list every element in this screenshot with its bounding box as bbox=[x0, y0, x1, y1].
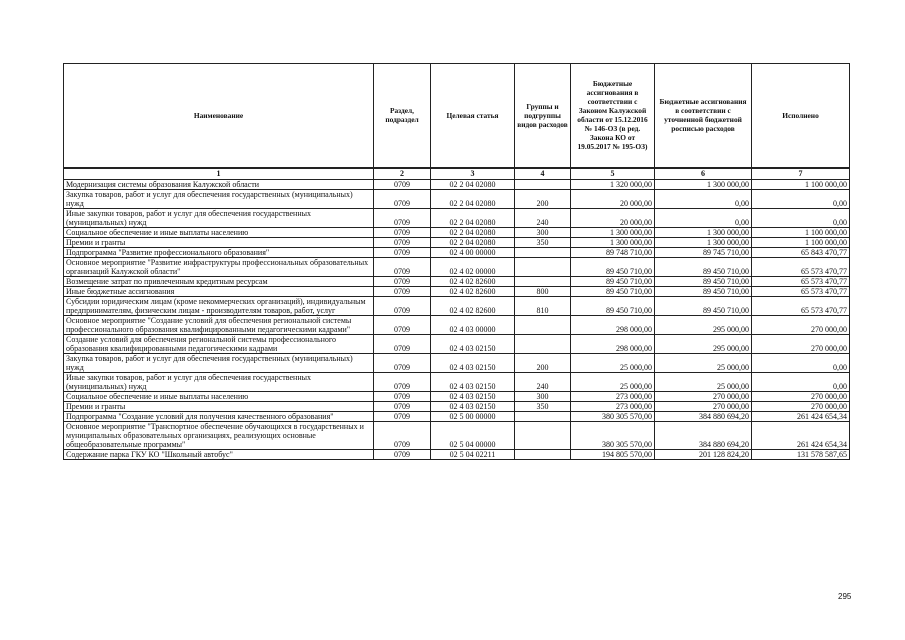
row-article: 02 2 04 02080 bbox=[431, 237, 515, 247]
row-article: 02 2 04 02080 bbox=[431, 208, 515, 227]
row-refined: 295 000,00 bbox=[655, 334, 752, 353]
row-budget: 20 000,00 bbox=[571, 208, 655, 227]
row-group: 350 bbox=[515, 401, 571, 411]
table-row bbox=[64, 179, 850, 189]
row-executed: 1 100 000,00 bbox=[752, 179, 850, 189]
column-number: 2 bbox=[374, 168, 431, 180]
row-group: 200 bbox=[515, 353, 571, 372]
row-section: 0709 bbox=[374, 421, 431, 449]
row-executed: 65 843 470,77 bbox=[752, 247, 850, 257]
row-article: 02 4 02 82600 bbox=[431, 286, 515, 296]
row-executed: 270 000,00 bbox=[752, 401, 850, 411]
row-budget: 89 450 710,00 bbox=[571, 286, 655, 296]
header-refined: Бюджетные ассигнования в соответствии с уточненной бюджетной росписью расходов bbox=[655, 64, 752, 168]
row-budget: 25 000,00 bbox=[571, 353, 655, 372]
row-group: 240 bbox=[515, 208, 571, 227]
budget-table bbox=[63, 63, 850, 460]
row-executed: 0,00 bbox=[752, 353, 850, 372]
row-group bbox=[515, 334, 571, 353]
row-refined: 25 000,00 bbox=[655, 372, 752, 391]
table-row bbox=[64, 353, 850, 372]
row-section: 0709 bbox=[374, 208, 431, 227]
table-row bbox=[64, 286, 850, 296]
row-section: 0709 bbox=[374, 179, 431, 189]
row-section: 0709 bbox=[374, 401, 431, 411]
column-number: 5 bbox=[571, 168, 655, 180]
row-group: 300 bbox=[515, 227, 571, 237]
row-article: 02 4 03 02150 bbox=[431, 334, 515, 353]
row-article: 02 2 04 02080 bbox=[431, 227, 515, 237]
row-section: 0709 bbox=[374, 257, 431, 276]
header-executed: Исполнено bbox=[752, 64, 850, 168]
row-refined: 270 000,00 bbox=[655, 401, 752, 411]
row-refined: 384 880 694,20 bbox=[655, 421, 752, 449]
row-name: Премии и гранты bbox=[64, 401, 374, 411]
row-executed: 261 424 654,34 bbox=[752, 421, 850, 449]
row-budget: 194 805 570,00 bbox=[571, 449, 655, 459]
header-name: Наименование bbox=[64, 64, 374, 168]
table-row bbox=[64, 334, 850, 353]
row-refined: 0,00 bbox=[655, 189, 752, 208]
header-group: Группы и подгруппы видов расходов bbox=[515, 64, 571, 168]
row-refined: 25 000,00 bbox=[655, 353, 752, 372]
row-section: 0709 bbox=[374, 227, 431, 237]
column-number: 7 bbox=[752, 168, 850, 180]
row-group bbox=[515, 421, 571, 449]
table-row bbox=[64, 391, 850, 401]
row-refined: 89 745 710,00 bbox=[655, 247, 752, 257]
column-number: 4 bbox=[515, 168, 571, 180]
header-row bbox=[64, 64, 850, 168]
row-refined: 89 450 710,00 bbox=[655, 276, 752, 286]
row-name: Иные закупки товаров, работ и услуг для обеспечения государственных (муниципальных) нужд bbox=[64, 372, 374, 391]
row-name: Социальное обеспечение и иные выплаты населению bbox=[64, 227, 374, 237]
row-section: 0709 bbox=[374, 189, 431, 208]
header-section: Раздел, подраздел bbox=[374, 64, 431, 168]
row-executed: 131 578 587,65 bbox=[752, 449, 850, 459]
row-name: Основное мероприятие "Развитие инфраструктуры профессиональных образовательных организаций Калужской области" bbox=[64, 257, 374, 276]
row-budget: 1 320 000,00 bbox=[571, 179, 655, 189]
table-row bbox=[64, 401, 850, 411]
table-row bbox=[64, 227, 850, 237]
row-section: 0709 bbox=[374, 315, 431, 334]
row-article: 02 4 03 00000 bbox=[431, 315, 515, 334]
row-group: 800 bbox=[515, 286, 571, 296]
row-name: Возмещение затрат по привлеченным кредитным ресурсам bbox=[64, 276, 374, 286]
column-number-row bbox=[64, 168, 850, 180]
row-budget: 89 748 710,00 bbox=[571, 247, 655, 257]
row-budget: 298 000,00 bbox=[571, 315, 655, 334]
row-section: 0709 bbox=[374, 276, 431, 286]
row-group bbox=[515, 179, 571, 189]
row-refined: 201 128 824,20 bbox=[655, 449, 752, 459]
row-article: 02 4 02 82600 bbox=[431, 296, 515, 315]
row-article: 02 4 00 00000 bbox=[431, 247, 515, 257]
row-name: Закупка товаров, работ и услуг для обеспечения государственных (муниципальных) нужд bbox=[64, 189, 374, 208]
row-executed: 0,00 bbox=[752, 189, 850, 208]
row-refined: 270 000,00 bbox=[655, 391, 752, 401]
row-group bbox=[515, 411, 571, 421]
row-executed: 1 100 000,00 bbox=[752, 227, 850, 237]
row-name: Иные закупки товаров, работ и услуг для обеспечения государственных (муниципальных) нужд bbox=[64, 208, 374, 227]
row-executed: 65 573 470,77 bbox=[752, 257, 850, 276]
row-executed: 270 000,00 bbox=[752, 334, 850, 353]
table-row bbox=[64, 449, 850, 459]
column-number: 6 bbox=[655, 168, 752, 180]
header-budget: Бюджетные ассигнования в соответствии с Законом Калужской области от 15.12.2016 № 146-ОЗ (в ред. Закона КО от 19.05.2017 № 195-ОЗ) bbox=[571, 64, 655, 168]
row-name: Основное мероприятие "Создание условий для обеспечения региональной системы профессионального образования квалифицированными педагогическими кадрами" bbox=[64, 315, 374, 334]
row-name: Закупка товаров, работ и услуг для обеспечения государственных (муниципальных) нужд bbox=[64, 353, 374, 372]
page-number: 295 bbox=[838, 592, 852, 601]
row-executed: 65 573 470,77 bbox=[752, 276, 850, 286]
row-budget: 20 000,00 bbox=[571, 189, 655, 208]
row-name: Подпрограмма "Развитие профессионального образования" bbox=[64, 247, 374, 257]
row-article: 02 5 04 00000 bbox=[431, 421, 515, 449]
row-group: 240 bbox=[515, 372, 571, 391]
row-refined: 89 450 710,00 bbox=[655, 296, 752, 315]
row-group: 350 bbox=[515, 237, 571, 247]
table-row bbox=[64, 372, 850, 391]
row-section: 0709 bbox=[374, 286, 431, 296]
row-article: 02 5 04 02211 bbox=[431, 449, 515, 459]
row-refined: 89 450 710,00 bbox=[655, 257, 752, 276]
row-refined: 1 300 000,00 bbox=[655, 227, 752, 237]
row-group: 810 bbox=[515, 296, 571, 315]
row-executed: 1 100 000,00 bbox=[752, 237, 850, 247]
row-group bbox=[515, 315, 571, 334]
row-section: 0709 bbox=[374, 247, 431, 257]
row-executed: 65 573 470,77 bbox=[752, 296, 850, 315]
row-section: 0709 bbox=[374, 411, 431, 421]
row-name: Содержание парка ГКУ КО "Школьный автобус" bbox=[64, 449, 374, 459]
table-row bbox=[64, 296, 850, 315]
table-body bbox=[64, 179, 850, 459]
row-budget: 380 305 570,00 bbox=[571, 411, 655, 421]
row-budget: 1 300 000,00 bbox=[571, 227, 655, 237]
row-article: 02 2 04 02080 bbox=[431, 189, 515, 208]
row-budget: 89 450 710,00 bbox=[571, 257, 655, 276]
row-budget: 25 000,00 bbox=[571, 372, 655, 391]
row-name: Создание условий для обеспечения региональной системы профессионального образования квалифицированными педагогическими кадрами bbox=[64, 334, 374, 353]
row-article: 02 2 04 02080 bbox=[431, 179, 515, 189]
row-name: Иные бюджетные ассигнования bbox=[64, 286, 374, 296]
row-refined: 295 000,00 bbox=[655, 315, 752, 334]
row-section: 0709 bbox=[374, 296, 431, 315]
row-article: 02 4 02 00000 bbox=[431, 257, 515, 276]
row-section: 0709 bbox=[374, 353, 431, 372]
row-budget: 298 000,00 bbox=[571, 334, 655, 353]
row-executed: 0,00 bbox=[752, 208, 850, 227]
row-name: Основное мероприятие "Транспортное обеспечение обучающихся в государственных и муниципальных образовательных организациях, реализующих основные общеобразовательные программы" bbox=[64, 421, 374, 449]
row-executed: 65 573 470,77 bbox=[752, 286, 850, 296]
row-section: 0709 bbox=[374, 391, 431, 401]
row-article: 02 4 03 02150 bbox=[431, 353, 515, 372]
column-number: 3 bbox=[431, 168, 515, 180]
row-budget: 1 300 000,00 bbox=[571, 237, 655, 247]
row-section: 0709 bbox=[374, 449, 431, 459]
table-row bbox=[64, 315, 850, 334]
table-row bbox=[64, 276, 850, 286]
row-article: 02 5 00 00000 bbox=[431, 411, 515, 421]
row-section: 0709 bbox=[374, 372, 431, 391]
table-row bbox=[64, 257, 850, 276]
row-executed: 261 424 654,34 bbox=[752, 411, 850, 421]
row-section: 0709 bbox=[374, 334, 431, 353]
column-number: 1 bbox=[64, 168, 374, 180]
row-budget: 89 450 710,00 bbox=[571, 296, 655, 315]
header-article: Целевая статья bbox=[431, 64, 515, 168]
row-refined: 384 880 694,20 bbox=[655, 411, 752, 421]
table-row bbox=[64, 208, 850, 227]
row-group bbox=[515, 276, 571, 286]
row-name: Субсидии юридическим лицам (кроме некоммерческих организаций), индивидуальным предпринимателям, физическим лицам - производителям товаров, работ, услуг bbox=[64, 296, 374, 315]
row-name: Модернизация системы образования Калужской области bbox=[64, 179, 374, 189]
row-executed: 270 000,00 bbox=[752, 391, 850, 401]
row-section: 0709 bbox=[374, 237, 431, 247]
row-name: Премии и гранты bbox=[64, 237, 374, 247]
row-group: 300 bbox=[515, 391, 571, 401]
row-group bbox=[515, 247, 571, 257]
row-group bbox=[515, 257, 571, 276]
row-name: Подпрограмма "Создание условий для получения качественного образования" bbox=[64, 411, 374, 421]
row-article: 02 4 03 02150 bbox=[431, 401, 515, 411]
row-refined: 0,00 bbox=[655, 208, 752, 227]
row-article: 02 4 03 02150 bbox=[431, 372, 515, 391]
table-row bbox=[64, 247, 850, 257]
table-row bbox=[64, 411, 850, 421]
table-row bbox=[64, 189, 850, 208]
row-budget: 273 000,00 bbox=[571, 391, 655, 401]
row-article: 02 4 02 82600 bbox=[431, 276, 515, 286]
row-name: Социальное обеспечение и иные выплаты населению bbox=[64, 391, 374, 401]
row-group: 200 bbox=[515, 189, 571, 208]
table-row bbox=[64, 237, 850, 247]
row-group bbox=[515, 449, 571, 459]
row-article: 02 4 03 02150 bbox=[431, 391, 515, 401]
row-refined: 1 300 000,00 bbox=[655, 237, 752, 247]
row-refined: 89 450 710,00 bbox=[655, 286, 752, 296]
table-row bbox=[64, 421, 850, 449]
row-executed: 0,00 bbox=[752, 372, 850, 391]
row-refined: 1 300 000,00 bbox=[655, 179, 752, 189]
row-executed: 270 000,00 bbox=[752, 315, 850, 334]
row-budget: 380 305 570,00 bbox=[571, 421, 655, 449]
row-budget: 89 450 710,00 bbox=[571, 276, 655, 286]
row-budget: 273 000,00 bbox=[571, 401, 655, 411]
